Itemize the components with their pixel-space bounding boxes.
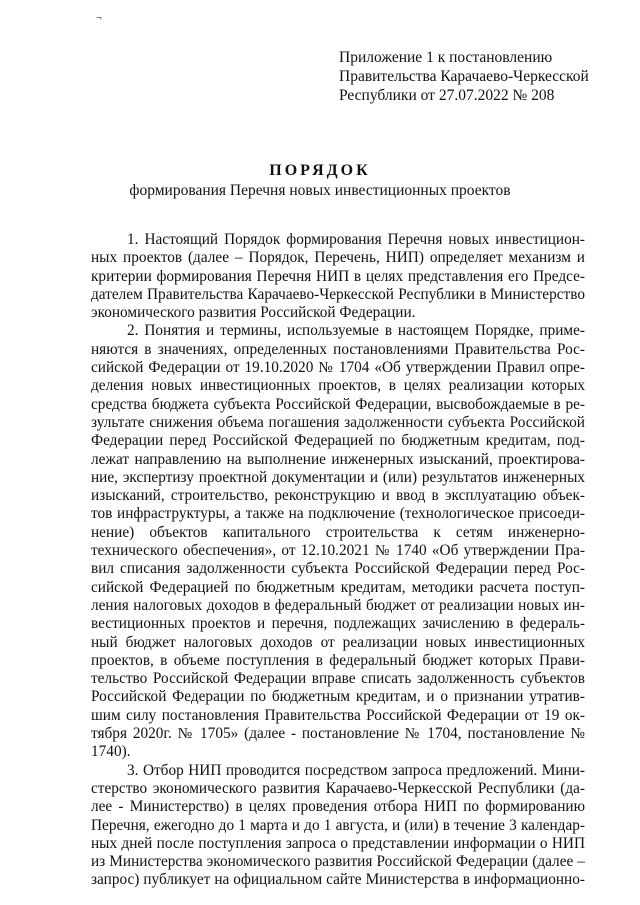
- text-line: нение) объектов капитального строительства к сетям инженерно-: [91, 523, 585, 541]
- document-subtitle: формирования Перечня новых инвестиционных проектов: [129, 182, 511, 199]
- text-line: няются в значениях, определенных постановлениями Правительства Рос-: [91, 340, 585, 358]
- text-line: изысканий, строительство, реконструкцию и ввод в эксплуатацию объек-: [91, 487, 585, 505]
- text-line: вестиционных проектов и перечня, подлежащих зачислению в федераль-: [91, 615, 585, 633]
- text-line: сийской Федерацией по бюджетным кредитам, методики расчета поступ-: [91, 578, 585, 596]
- text-line: ние, экспертизу проектной документации и (или) результатов инженерных: [91, 468, 585, 486]
- appendix-line-1: Приложение 1 к постановлению: [339, 49, 553, 66]
- text-line: Федерации перед Российской Федерацией по бюджетным кредитам, под-: [91, 432, 585, 450]
- document-body: [91, 231, 585, 890]
- text-line: дателем Правительства Карачаево-Черкесской Республики в Министерство: [91, 285, 585, 303]
- appendix-line-2: Правительства Карачаево-Черкесской: [339, 68, 589, 85]
- text-line: запрос) публикует на официальном сайте Министерства в информационно-: [91, 871, 585, 889]
- text-line: тов инфраструктуры, а также на подключение (технологическое присоеди-: [91, 505, 585, 523]
- paragraph-1: [91, 231, 585, 322]
- text-line: тельство Российской Федерации вправе списать задолженность субъектов: [91, 670, 585, 688]
- text-line: деления новых инвестиционных проектов, в целях реализации которых: [91, 377, 585, 395]
- text-line: ления налоговых доходов в федеральный бюджет от реализации новых ин-: [91, 596, 585, 614]
- text-line: тября 2020г. № 1705» (далее - постановление № 1704, постановление №: [91, 725, 585, 743]
- text-line: ных дней после поступления запроса о представлении информации о НИП: [91, 834, 585, 852]
- text-line: средства бюджета субъекта Российской Федерации, высвобождаемые в ре-: [91, 395, 585, 413]
- text-line: из Министерства экономического развития Российской Федерации (далее –: [91, 853, 585, 871]
- text-line: лее - Министерство) в целях проведения отбора НИП по формированию: [91, 798, 585, 816]
- text-line: стерство экономического развития Карачаево-Черкесской Республики (да-: [91, 779, 585, 797]
- text-line: 1. Настоящий Порядок формирования Перечня новых инвестицион-: [127, 231, 585, 248]
- text-line: 2. Понятия и термины, используемые в настоящем Порядке, приме-: [127, 322, 585, 340]
- text-line: критерии формирования Перечня НИП в целях представления его Предсе-: [91, 267, 585, 285]
- appendix-header: [339, 48, 629, 105]
- text-line: вил списания задолженности субъекта Российской Федерации перед Рос-: [91, 560, 585, 578]
- text-line: ный бюджет налоговых доходов от реализации новых инвестиционных: [91, 633, 585, 651]
- text-line: технического обеспечения», от 12.10.2021 № 1740 «Об утверждении Пра-: [91, 542, 585, 560]
- text-line: проектов, в объеме поступления в федеральный бюджет которых Прави-: [91, 651, 585, 669]
- corner-mark: ¬: [96, 13, 102, 24]
- document-title: ПОРЯДОК: [269, 162, 371, 179]
- paragraph-3: [91, 762, 585, 890]
- text-line: шим силу постановления Правительства Российской Федерации от 19 ок-: [91, 706, 585, 724]
- appendix-line-3: Республики от 27.07.2022 № 208: [339, 87, 555, 104]
- text-line: экономического развития Российской Федерации.: [91, 304, 416, 322]
- paragraph-2: [91, 322, 585, 761]
- text-line: Российской Федерации по бюджетным кредитам, и о признании утратив-: [91, 688, 585, 706]
- text-line: зультате снижения объема погашения задолженности субъекта Российской: [91, 413, 585, 431]
- text-line: лежат направлению на выполнение инженерных изысканий, проектирова-: [91, 450, 585, 468]
- text-line: Перечня, ежегодно до 1 марта и до 1 августа, и (или) в течение 3 календар-: [91, 816, 585, 834]
- text-line: ных проектов (далее – Порядок, Перечень, НИП) определяет механизм и: [91, 249, 585, 267]
- text-line: 1740).: [91, 743, 131, 761]
- text-line: 3. Отбор НИП проводится посредством запроса предложений. Мини-: [127, 761, 585, 779]
- text-line: сийской Федерации от 19.10.2020 № 1704 «Об утверждении Правил опре-: [91, 359, 585, 377]
